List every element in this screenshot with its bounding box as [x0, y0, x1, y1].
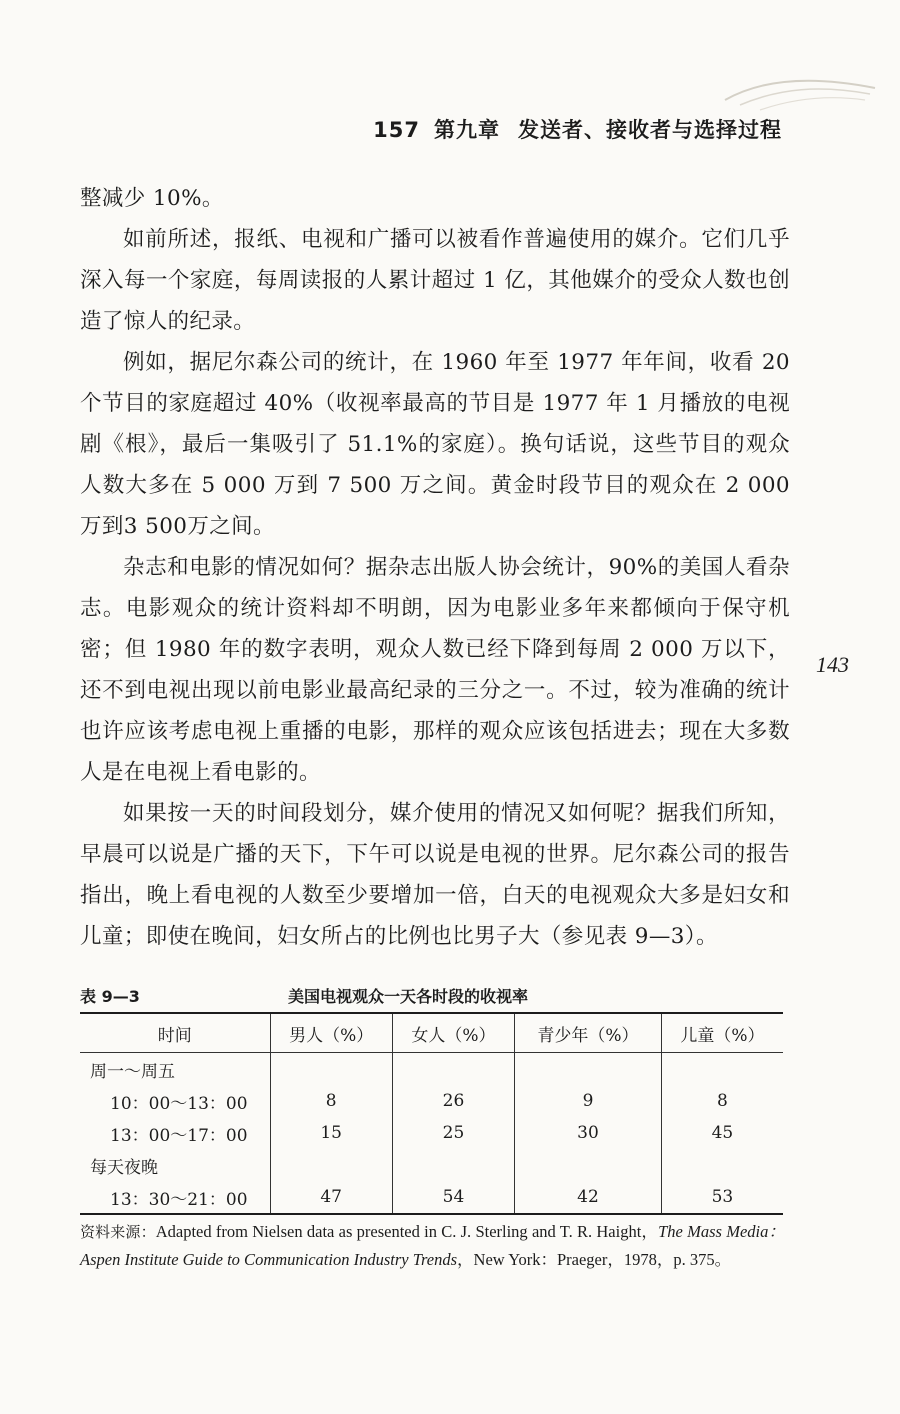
- header-cell: 女人（%）: [392, 1013, 514, 1053]
- table-cell: 25: [392, 1117, 514, 1149]
- table-source-note: [80, 1218, 785, 1273]
- running-head: [373, 114, 782, 144]
- source-publisher: ，New York：Praeger，1978，p. 375。: [457, 1250, 732, 1269]
- table-cell: [270, 1149, 392, 1181]
- table-title: 美国电视观众一天各时段的收视率: [288, 987, 529, 1006]
- table-cell: 8: [661, 1085, 783, 1117]
- table-row: [80, 1149, 783, 1181]
- ratings-table: [80, 1012, 783, 1215]
- header-cell: 青少年（%）: [515, 1013, 662, 1053]
- table-cell: [392, 1053, 514, 1086]
- table-cell: [515, 1053, 662, 1086]
- table-cell: 42: [515, 1181, 662, 1214]
- table-cell: 26: [392, 1085, 514, 1117]
- table-cell: [661, 1053, 783, 1086]
- table-cell: [392, 1149, 514, 1181]
- table-cell: 9: [515, 1085, 662, 1117]
- table-cell: 8: [270, 1085, 392, 1117]
- table-header-row: [80, 1013, 783, 1053]
- table-cell: 10：00～13：00: [80, 1085, 270, 1117]
- table-cell: 53: [661, 1181, 783, 1214]
- paragraph: 杂志和电影的情况如何？据杂志出版人协会统计，90%的美国人看杂志。电影观众的统计资料却不明朗，因为电影业多年来都倾向于保守机密；但 1980 年的数字表明，观众人数已经下降到每周 2 000 万以下，还不到电视出现以前电影业最高纪录的三分之一。不过，较为准确的统计也许应该考虑电视上重播的电影，那样的观众应该包括进去；现在大多数人是在电视上看电影的。: [80, 555, 790, 785]
- table-cell: [515, 1149, 662, 1181]
- table-cell: 30: [515, 1117, 662, 1149]
- paragraph: 如果按一天的时间段划分，媒介使用的情况又如何呢？据我们所知，早晨可以说是广播的天下，下午可以说是电视的世界。尼尔森公司的报告指出，晚上看电视的人数至少要增加一倍，白天的电视观众大多是妇女和儿童；即使在晚间，妇女所占的比例也比男子大（参见表 9—3）。: [80, 801, 790, 949]
- source-lead: 资料来源：: [80, 1223, 156, 1241]
- body-text: [80, 178, 790, 957]
- decorative-swirl-ornament: [720, 70, 880, 120]
- table-cell: 13：30～21：00: [80, 1181, 270, 1214]
- chapter-title: 发送者、接收者与选择过程: [518, 118, 782, 142]
- header-cell: 男人（%）: [270, 1013, 392, 1053]
- paragraph: 例如，据尼尔森公司的统计，在 1960 年至 1977 年年间，收看 20 个节目的家庭超过 40%（收视率最高的节目是 1977 年 1 月播放的电视剧《根》，最后一集吸引了 51.1%的家庭）。换句话说，这些节目的观众人数大多在 5 000 万到 7 500 万之间。黄金时段节目的观众在 2 000 万到3 500万之间。: [80, 350, 790, 539]
- table-cell: 47: [270, 1181, 392, 1214]
- source-text: Adapted from Nielsen data as presented in C. J. Sterling and T. R. Haight，: [155, 1222, 659, 1241]
- header-cell: 儿童（%）: [661, 1013, 783, 1053]
- table-cell: [270, 1053, 392, 1086]
- table-row: [80, 1117, 783, 1149]
- page-number: 157: [373, 118, 420, 142]
- table-cell: 15: [270, 1117, 392, 1149]
- original-page-number: 143: [816, 652, 849, 677]
- table-row: [80, 1053, 783, 1086]
- header-cell: 时间: [80, 1013, 270, 1053]
- table-row: [80, 1085, 783, 1117]
- table-cell: 每天夜晚: [80, 1149, 270, 1181]
- table-row: [80, 1181, 783, 1214]
- table-number: 表 9—3: [80, 987, 140, 1006]
- table-cell: 周一～周五: [80, 1053, 270, 1086]
- table-cell: 13：00～17：00: [80, 1117, 270, 1149]
- paragraph: 如前所述，报纸、电视和广播可以被看作普遍使用的媒介。它们几乎深入每一个家庭，每周读报的人累计超过 1 亿，其他媒介的受众人数也创造了惊人的纪录。: [80, 227, 790, 334]
- table-cell: 54: [392, 1181, 514, 1214]
- table-cell: [661, 1149, 783, 1181]
- paragraph: 整减少 10%。: [80, 186, 224, 211]
- table-cell: 45: [661, 1117, 783, 1149]
- source-book-title: The Mass Media：Aspen Institute Guide to Communication Industry Trends: [80, 1222, 785, 1269]
- chapter-label: 第九章: [434, 118, 500, 142]
